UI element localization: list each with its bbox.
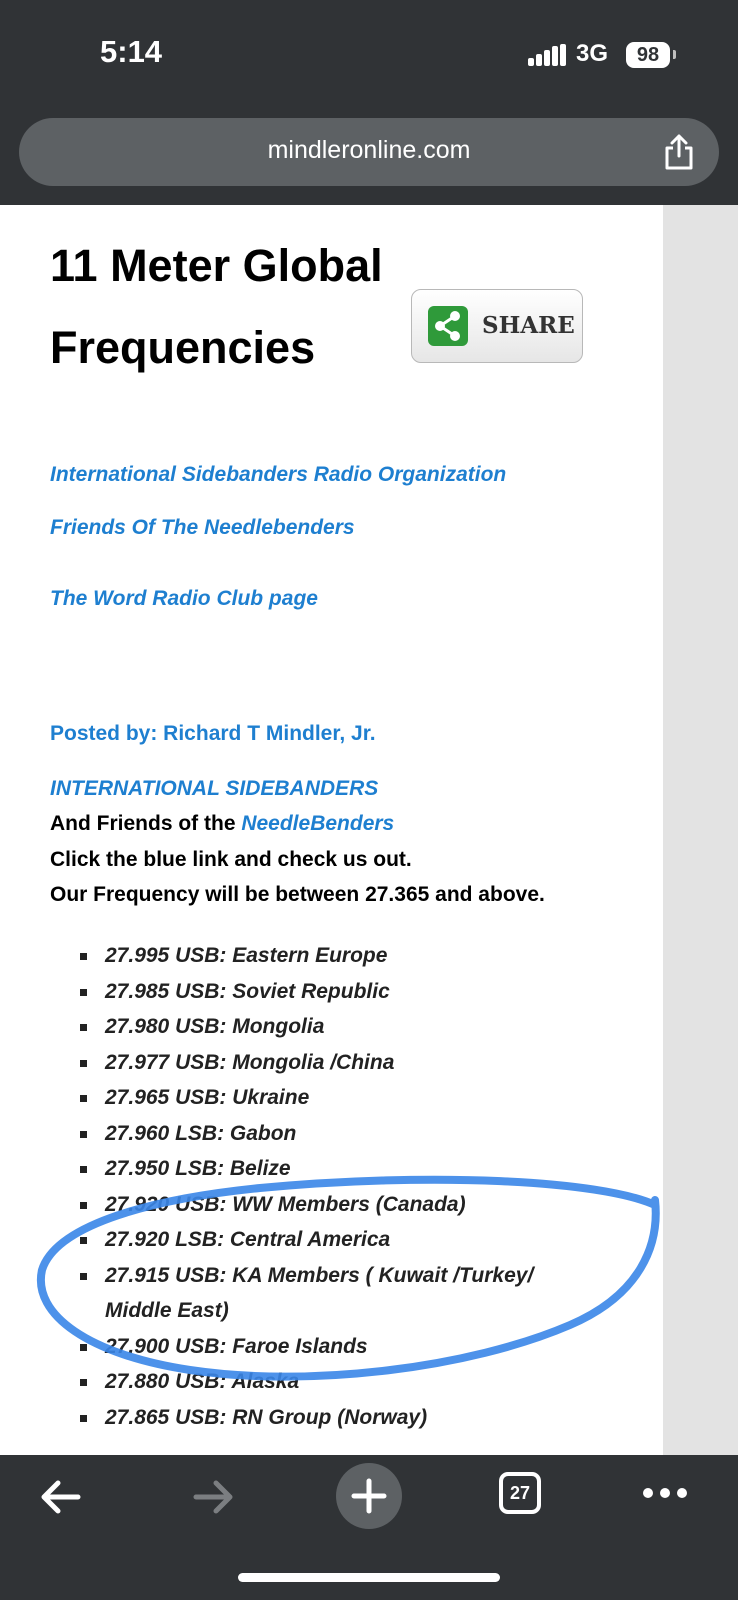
tabs-count-icon[interactable]: 27 bbox=[499, 1472, 541, 1514]
web-content bbox=[0, 205, 663, 1455]
link-international-sidebanders[interactable]: INTERNATIONAL SIDEBANDERS bbox=[50, 777, 379, 800]
share-icon[interactable] bbox=[659, 132, 699, 172]
frequency-note: Our Frequency will be between 27.365 and above. bbox=[50, 883, 545, 906]
list-item: 27.960 LSB: Gabon bbox=[70, 1116, 590, 1152]
status-bar bbox=[0, 0, 738, 205]
signal-icon bbox=[528, 44, 566, 66]
list-item: 27.950 LSB: Belize bbox=[70, 1151, 590, 1187]
status-time: 5:14 bbox=[100, 34, 163, 69]
frequency-list bbox=[70, 938, 590, 1435]
share-icon-green bbox=[428, 306, 468, 346]
list-item: 27.900 USB: Faroe Islands bbox=[70, 1329, 590, 1365]
more-menu-icon[interactable] bbox=[640, 1485, 690, 1501]
home-indicator bbox=[238, 1573, 500, 1582]
battery-icon: 98 bbox=[626, 42, 670, 68]
link-needlebenders[interactable]: NeedleBenders bbox=[241, 812, 395, 835]
posted-by-link[interactable]: Posted by: Richard T Mindler, Jr. bbox=[50, 722, 376, 745]
list-item: 27.920 USB: WW Members (Canada) bbox=[70, 1187, 590, 1223]
click-instruction: Click the blue link and check us out. bbox=[50, 848, 412, 871]
back-arrow-icon[interactable] bbox=[36, 1477, 84, 1517]
list-item: 27.965 USB: Ukraine bbox=[70, 1080, 590, 1116]
list-item: 27.865 USB: RN Group (Norway) bbox=[70, 1400, 590, 1436]
link-intl-sidebanders-org[interactable]: International Sidebanders Radio Organization bbox=[50, 463, 507, 486]
page-title: 11 Meter Global Frequencies bbox=[50, 240, 383, 373]
list-item: 27.920 LSB: Central America bbox=[70, 1222, 590, 1258]
link-friends-needlebenders[interactable]: Friends Of The Needlebenders bbox=[50, 516, 355, 539]
new-tab-plus-icon[interactable] bbox=[336, 1463, 402, 1529]
friends-prefix: And Friends of the bbox=[50, 812, 242, 835]
list-item: 27.880 USB: Alaska bbox=[70, 1364, 590, 1400]
share-label: SHARE bbox=[482, 312, 575, 339]
url-text: mindleronline.com bbox=[267, 136, 471, 164]
friends-line bbox=[50, 812, 394, 836]
forward-arrow-icon[interactable] bbox=[190, 1477, 238, 1517]
list-item: 27.915 USB: KA Members ( Kuwait /Turkey/ Middle East) bbox=[70, 1258, 590, 1329]
link-word-radio-club[interactable]: The Word Radio Club page bbox=[50, 587, 318, 610]
list-item: 27.985 USB: Soviet Republic bbox=[70, 974, 590, 1010]
share-button[interactable] bbox=[411, 289, 583, 363]
battery-tip bbox=[673, 50, 676, 59]
network-type: 3G bbox=[576, 40, 609, 67]
address-bar[interactable] bbox=[19, 118, 719, 186]
list-item: 27.980 USB: Mongolia bbox=[70, 1009, 590, 1045]
list-item: 27.995 USB: Eastern Europe bbox=[70, 938, 590, 974]
right-gray-margin bbox=[663, 205, 738, 1455]
list-item: 27.977 USB: Mongolia /China bbox=[70, 1045, 590, 1081]
